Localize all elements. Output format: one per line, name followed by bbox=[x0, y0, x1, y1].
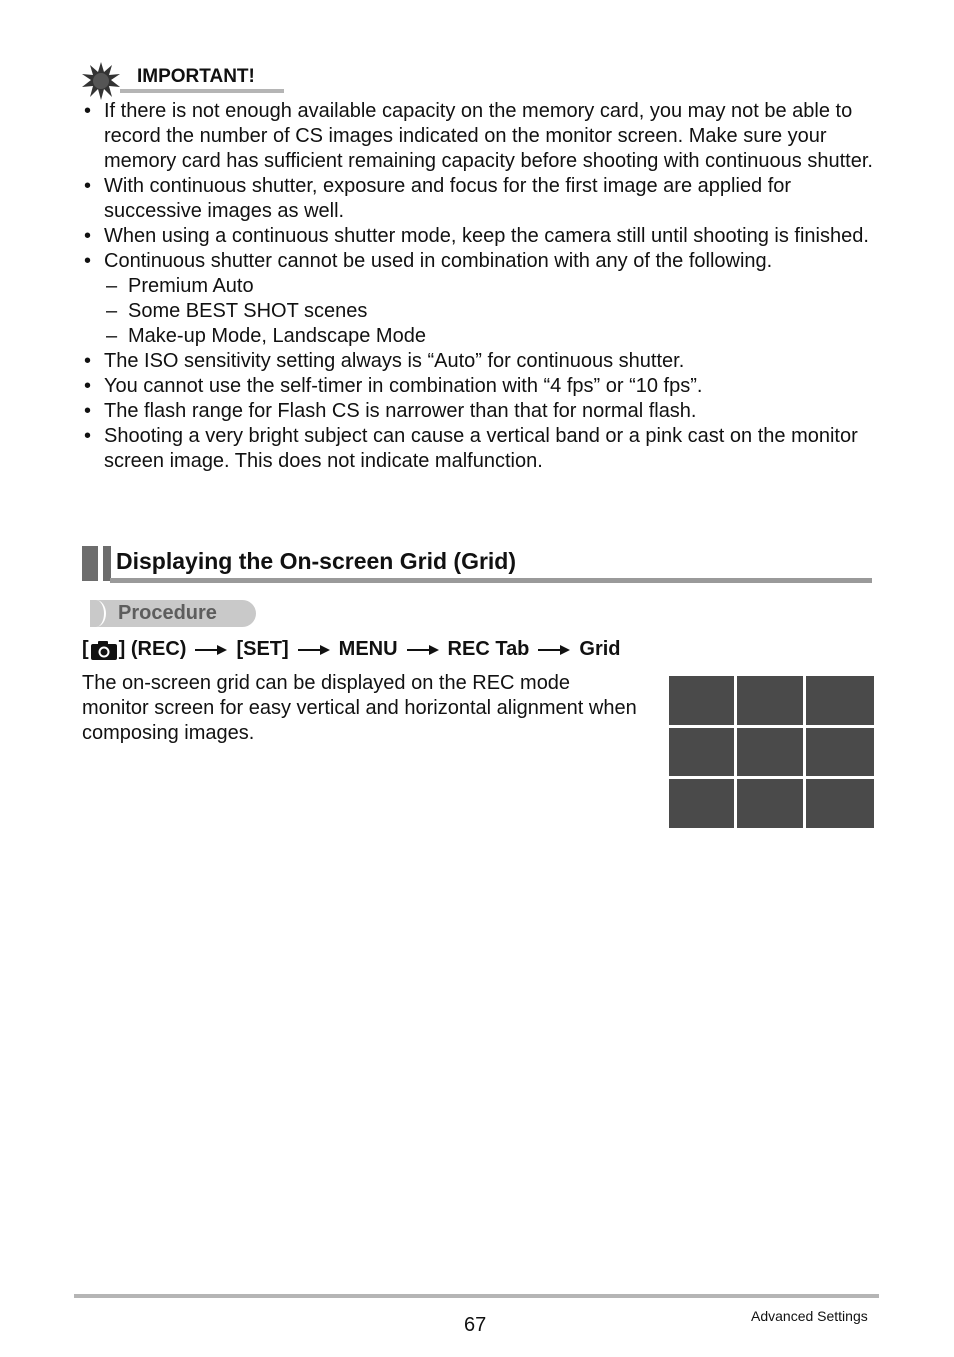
section-title: Displaying the On-screen Grid (Grid) bbox=[116, 548, 517, 574]
page-number: 67 bbox=[464, 1314, 487, 1336]
list-item-text: Make-up Mode, Landscape Mode bbox=[128, 325, 426, 347]
footer-rule bbox=[74, 1294, 879, 1298]
path-menu: MENU bbox=[338, 638, 398, 660]
section-heading-bar-thin bbox=[103, 546, 111, 581]
section-underline bbox=[110, 578, 872, 583]
list-item-text: The flash range for Flash CS is narrower than that for normal flash. bbox=[104, 400, 697, 422]
path-grid: Grid bbox=[579, 638, 621, 660]
list-item-text: When using a continuous shutter mode, keep the camera still until shooting is finished. bbox=[104, 225, 869, 247]
important-notes-list bbox=[84, 99, 884, 474]
bullet-marker: • bbox=[84, 250, 92, 272]
bullet-marker: • bbox=[84, 400, 92, 422]
list-item bbox=[84, 99, 884, 174]
grid-description: The on-screen grid can be displayed on the REC mode monitor screen for easy vertical and horizontal alignment when composing images. bbox=[82, 672, 637, 744]
arrow-right-icon bbox=[407, 644, 439, 656]
arrow-right-icon bbox=[538, 644, 570, 656]
dash-marker: – bbox=[106, 300, 118, 322]
grid-cell bbox=[669, 779, 734, 828]
bullet-marker: • bbox=[84, 375, 92, 397]
sub-list-item bbox=[84, 299, 884, 324]
list-item-text: The ISO sensitivity setting always is “Auto” for continuous shutter. bbox=[104, 350, 685, 372]
list-item bbox=[84, 424, 884, 474]
bullet-marker: • bbox=[84, 100, 92, 122]
grid-cell bbox=[669, 676, 734, 725]
bullet-marker: • bbox=[84, 425, 92, 447]
grid-illustration bbox=[669, 676, 872, 828]
footer-section-name: Advanced Settings bbox=[751, 1308, 868, 1324]
path-open-bracket: [ bbox=[82, 638, 89, 660]
path-rec-tab: REC Tab bbox=[447, 638, 530, 660]
dash-marker: – bbox=[106, 325, 118, 347]
list-item-text: You cannot use the self-timer in combination with “4 fps” or “10 fps”. bbox=[104, 375, 703, 397]
grid-cell bbox=[737, 779, 803, 828]
grid-cell bbox=[737, 728, 803, 776]
bullet-marker: • bbox=[84, 225, 92, 247]
procedure-pill-arc bbox=[86, 600, 106, 627]
grid-cell bbox=[669, 728, 734, 776]
list-item bbox=[84, 349, 884, 374]
camera-icon bbox=[90, 640, 118, 660]
dash-marker: – bbox=[106, 275, 118, 297]
grid-cell bbox=[806, 676, 874, 725]
arrow-right-icon bbox=[298, 644, 330, 656]
list-item bbox=[84, 174, 884, 224]
procedure-label: Procedure bbox=[118, 602, 217, 624]
sub-list-item bbox=[84, 324, 884, 349]
arrow-right-icon bbox=[195, 644, 227, 656]
sub-list-item bbox=[84, 274, 884, 299]
list-item bbox=[84, 224, 884, 249]
list-item-text: Some BEST SHOT scenes bbox=[128, 300, 368, 322]
list-item bbox=[84, 249, 884, 274]
list-item-text: With continuous shutter, exposure and focus for the first image are applied for successive images as well. bbox=[104, 175, 792, 222]
menu-path bbox=[82, 637, 621, 662]
list-item bbox=[84, 399, 884, 424]
grid-cell bbox=[806, 779, 874, 828]
bullet-marker: • bbox=[84, 350, 92, 372]
list-item-text: If there is not enough available capacity on the memory card, you may not be able to record the number of CS images indicated on the monitor screen. Make sure your memory card has sufficient remaining capacity before shooting with continuous shutter. bbox=[104, 100, 873, 172]
section-heading-bar bbox=[82, 546, 98, 581]
important-starburst-icon bbox=[82, 62, 120, 100]
important-label: IMPORTANT! bbox=[137, 66, 255, 87]
list-item bbox=[84, 374, 884, 399]
path-set: [SET] bbox=[236, 638, 289, 660]
path-rec: ] (REC) bbox=[118, 638, 187, 660]
bullet-marker: • bbox=[84, 175, 92, 197]
important-underline bbox=[120, 89, 284, 93]
grid-cell bbox=[806, 728, 874, 776]
grid-cell bbox=[737, 676, 803, 725]
list-item-text: Shooting a very bright subject can cause a vertical band or a pink cast on the monitor screen image. This does not indicate malfunction. bbox=[104, 425, 858, 472]
list-item-text: Continuous shutter cannot be used in combination with any of the following. bbox=[104, 250, 773, 272]
list-item-text: Premium Auto bbox=[128, 275, 254, 297]
